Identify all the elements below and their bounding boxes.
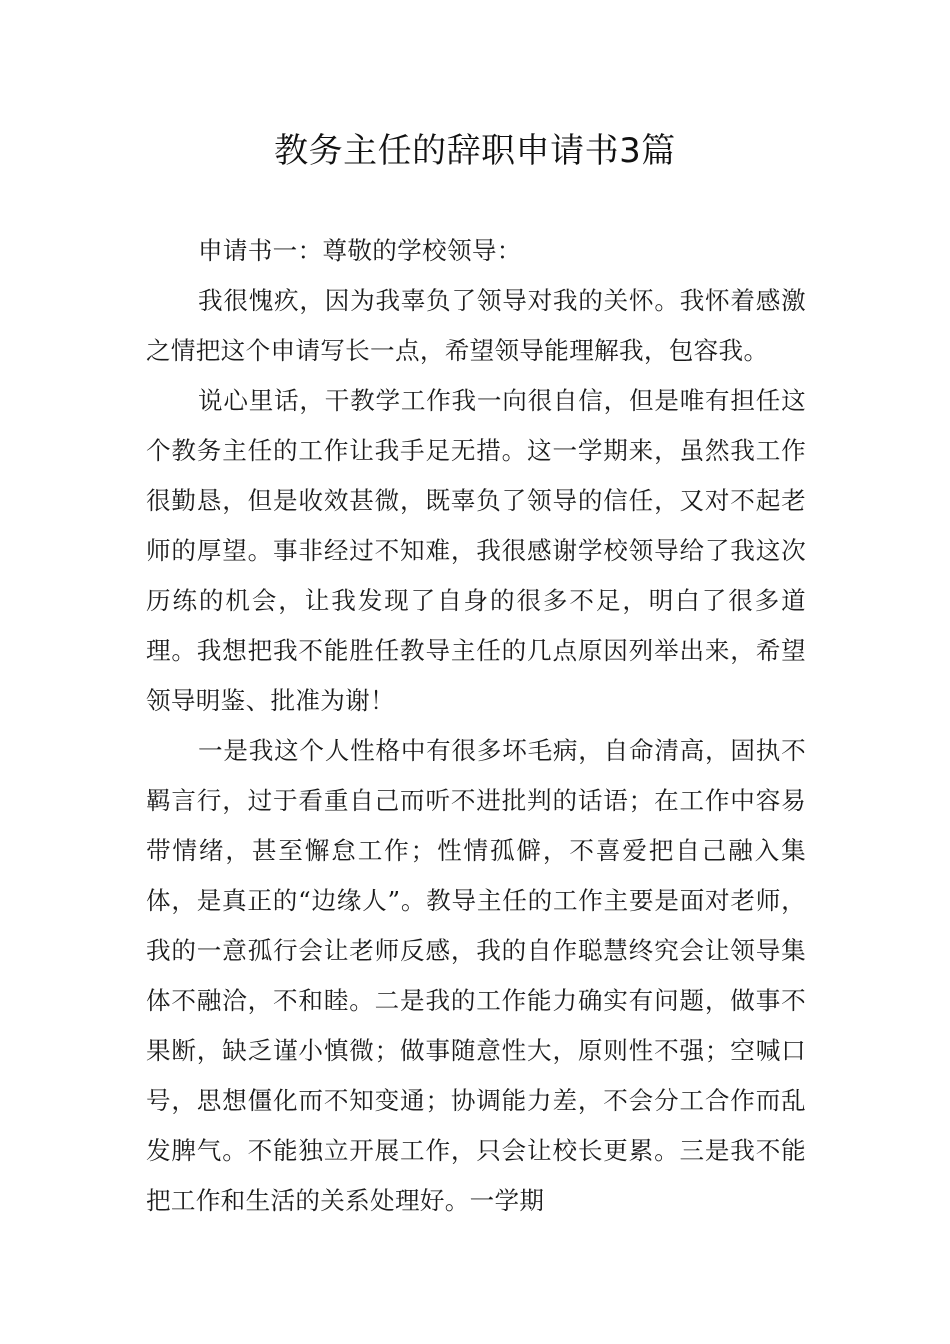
document-body [146,226,806,1226]
paragraph-reasons-list: 一是我这个人性格中有很多坏毛病，自命清高，固执不羁言行，过于看重自己而听不进批判的话语；在工作中容易带情绪，甚至懈怠工作；性情孤僻，不喜爱把自己融入集体，是真正的“边缘人”。教导主任的工作主要是面对老师，我的一意孤行会让老师反感，我的自作聪慧终究会让领导集体不融洽，不和睦。二是我的工作能力确实有问题，做事不果断，缺乏谨小慎微；做事随意性大，原则性不强；空喊口号，思想僵化而不知变通；协调能力差，不会分工合作而乱发脾气。不能独立开展工作，只会让校长更累。三是我不能把工作和生活的关系处理好。一学期 [146,736,806,1215]
paragraph-reasons-intro: 说心里话，干教学工作我一向很自信，但是唯有担任这个教务主任的工作让我手足无措。这一学期来，虽然我工作很勤恳，但是收效甚微，既辜负了领导的信任，又对不起老师的厚望。事非经过不知难，我很感谢学校领导给了我这次历练的机会，让我发现了自身的很多不足，明白了很多道理。我想把我不能胜任教导主任的几点原因列举出来，希望领导明鉴、批准为谢！ [146,386,806,715]
paragraph-apology: 我很愧疚，因为我辜负了领导对我的关怀。我怀着感激之情把这个申请写长一点，希望领导能理解我，包容我。 [146,286,806,365]
paragraph-salutation: 申请书一：尊敬的学校领导： [198,236,522,265]
document-title: 教务主任的辞职申请书3篇 [274,131,676,171]
